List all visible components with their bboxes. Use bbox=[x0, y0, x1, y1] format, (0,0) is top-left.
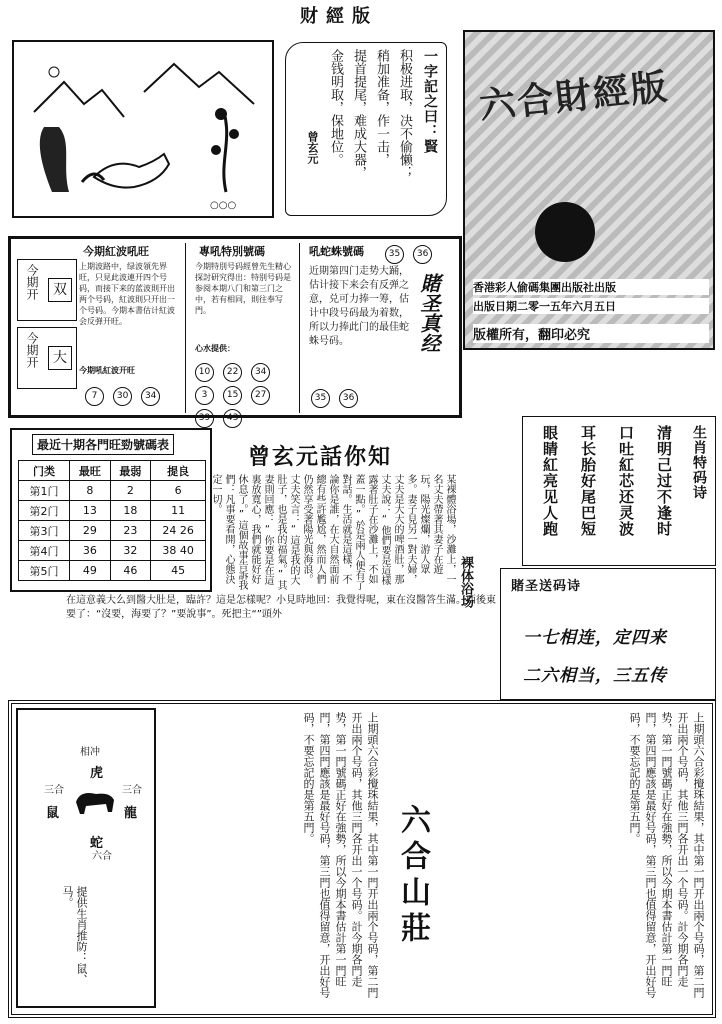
enemy-title: 吼蛇蛛號碼 bbox=[309, 245, 364, 258]
hot-cell: 29 bbox=[70, 521, 111, 541]
door-cell: 第4门 bbox=[19, 541, 70, 561]
number-ball: 30 bbox=[113, 387, 132, 406]
table-row bbox=[19, 541, 206, 561]
motto-heading: 一字記之曰：賢 bbox=[422, 49, 438, 154]
odd-even-box bbox=[17, 259, 77, 321]
zodiac-relation-panel bbox=[16, 708, 156, 1008]
enemy-stamp: 賭圣真经 bbox=[417, 273, 441, 353]
dog-icon bbox=[70, 782, 120, 822]
motto-scroll bbox=[285, 42, 447, 216]
weak-cell: 2 bbox=[110, 481, 151, 501]
weak-cell: 18 bbox=[110, 501, 151, 521]
poem-column: 眼睛紅亮见人跑 bbox=[541, 425, 559, 537]
door-cell: 第2门 bbox=[19, 501, 70, 521]
table-row bbox=[19, 561, 206, 581]
motto-line: 稍加准备，作一击， bbox=[374, 49, 389, 166]
zodiac-tiger: 虎 bbox=[90, 766, 104, 781]
number-ball: 35 bbox=[311, 389, 330, 408]
motto-line: 金钱明取，保地位。 bbox=[328, 49, 343, 166]
special-body: 今期特別号码經曾先生精心探討研究得出：特别号码是参阅本期八门和第三门之中，若有相同，則往奉写門。 bbox=[195, 262, 291, 315]
motto-signature: 曾玄元 bbox=[306, 131, 319, 164]
banner-emblem bbox=[535, 202, 595, 262]
weak-cell: 46 bbox=[110, 561, 151, 581]
svg-text:○○○: ○○○ bbox=[210, 200, 237, 211]
enemy-tag-numbers bbox=[385, 241, 436, 264]
number-ball: 35 bbox=[385, 245, 404, 264]
number-ball: 34 bbox=[251, 363, 270, 382]
red-wave-body: 上期波路中，绿波領先界旺，只見此波連开四个号码，而接下来的蓝波則开出两个号码，紅波則只开出一个号码。今期本書估计紅波会反弹开旺。 bbox=[79, 262, 175, 326]
number-ball: 43 bbox=[223, 409, 242, 428]
size-box bbox=[17, 327, 77, 389]
forecast-strip bbox=[8, 236, 462, 423]
publication-banner bbox=[463, 30, 715, 350]
number-ball: 15 bbox=[223, 386, 242, 405]
red-wave-title: 今期紅波吼旺 bbox=[83, 245, 149, 258]
number-ball: 10 bbox=[195, 363, 214, 382]
door-cell: 第5门 bbox=[19, 561, 70, 581]
door-cell: 第1门 bbox=[19, 481, 70, 501]
good-cell: 38 40 bbox=[151, 541, 206, 561]
zodiac-snake: 蛇 bbox=[90, 836, 104, 851]
good-cell: 45 bbox=[151, 561, 206, 581]
table-row bbox=[19, 481, 206, 501]
motto-line: 积极进取，决不偷懒； bbox=[397, 49, 412, 179]
story-subheading: 裸体浴场 bbox=[458, 556, 473, 608]
number-ball: 39 bbox=[195, 409, 214, 428]
column-header: 最旺 bbox=[70, 461, 111, 481]
column-header: 最弱 bbox=[110, 461, 151, 481]
odd-even-label: 今期开 bbox=[25, 264, 39, 300]
good-cell: 6 bbox=[151, 481, 206, 501]
good-cell: 24 26 bbox=[151, 521, 206, 541]
heart-numbers bbox=[195, 359, 299, 428]
number-ball: 27 bbox=[251, 386, 270, 405]
mountain-villa-title: 六合山莊 bbox=[395, 804, 430, 948]
table-row bbox=[19, 501, 206, 521]
saint-poem-line: 一七相连，定四来 bbox=[523, 628, 667, 648]
odd-even-value: 双 bbox=[48, 278, 72, 302]
number-ball: 22 bbox=[223, 363, 242, 382]
number-ball: 36 bbox=[413, 245, 432, 264]
page-header: 财經版 bbox=[300, 6, 378, 27]
good-cell: 11 bbox=[151, 501, 206, 521]
mountain-villa-body-right: 上期頭六合彩攪珠結果，其中第一門开出兩个号码，第二門开出兩个号码，其他三門各开出一个号码。計今期各門走势，第一門號碼正好在強勢，所以今期本書估計第一門旺門，第四門應該是最好号码，第三門也值得留意，开出好号码，不要忘記的是第五門。 bbox=[628, 712, 705, 998]
weak-cell: 23 bbox=[110, 521, 151, 541]
banner-publisher: 香港彩人偷碼集團出版社出版 bbox=[473, 279, 709, 295]
zodiac-poem-panel bbox=[522, 416, 716, 566]
enemy-body: 近期第四门走势大踊，估计接下来会有反弹之意，兑可力捧一筹，估计中段号码最为着数，所以力捧此门的最佳蛇蛛号码。 bbox=[309, 266, 409, 347]
ranking-panel bbox=[10, 428, 212, 592]
left-harmony-label: 三合 bbox=[44, 785, 64, 796]
mountain-fox-illustration bbox=[14, 42, 272, 216]
special-panel bbox=[191, 243, 300, 423]
number-ball: 3 bbox=[195, 386, 214, 405]
number-ball: 7 bbox=[85, 387, 104, 406]
mountain-villa-body: 上期頭六合彩攪珠結果，其中第一門开出兩个号码，第二門开出兩个号码，其他三門各开出一个号码。計今期各門走势，第一門號碼正好在強勢，所以今期本書估計第一門旺門，第四門應該是最好号码，第三門也值得留意，开出好号码，不要忘記的是第五門。 bbox=[302, 712, 379, 998]
hot-cell: 49 bbox=[70, 561, 111, 581]
column-header: 提良 bbox=[151, 461, 206, 481]
banner-art-text: 六合財經版 bbox=[477, 65, 671, 128]
hot-cell: 13 bbox=[70, 501, 111, 521]
poem-column: 口吐紅芯还灵波 bbox=[617, 425, 635, 537]
saint-poem-line: 二六相当，三五传 bbox=[523, 666, 667, 686]
motto-line: 提首提尾，难成大器， bbox=[351, 49, 366, 179]
six-harmony-label: 六合 bbox=[92, 851, 112, 862]
ranking-title: 最近十期各門旺勁號碼表 bbox=[32, 434, 174, 455]
zodiac-note: 提供生肖推防：鼠、马。 bbox=[61, 886, 88, 985]
story-body: 某裸體浴場，沙灘上，一名丈夫帶著其妻子在遊玩，陽光燦爛，游人眾多。妻子見另一對夫婦，丈夫是大大的啤酒肚，那丈夫說：“他們要是這樣露著肚子在沙灘上，不如蓋一點。”於是兩人便有了對話。生活就是這樣，不論你是誰，在大自然面前總有些許尷尬，然而人們仍然享受著陽光與海浪。丈夫笑言：“這是我的大肚子，也是我的福氣。”其妻則回應：“你要是在這裏放寬心，我們就能好好休息了。”這個故事告訴我們：凡事要看開，心態決定一切。 bbox=[210, 474, 455, 590]
zodiac-rat: 鼠 bbox=[46, 806, 60, 821]
weak-cell: 32 bbox=[110, 541, 151, 561]
number-ball: 34 bbox=[141, 387, 160, 406]
red-wave-numbers bbox=[85, 383, 164, 406]
size-value: 大 bbox=[48, 346, 72, 370]
size-label: 今期开 bbox=[25, 332, 39, 368]
enemy-end-numbers bbox=[311, 385, 362, 408]
hot-cell: 36 bbox=[70, 541, 111, 561]
table-row bbox=[19, 521, 206, 541]
right-harmony-label: 三合 bbox=[122, 785, 142, 796]
red-wave-panel bbox=[15, 243, 186, 413]
banner-copyright: 版權所有，翻印必究 bbox=[473, 324, 709, 343]
mountain-villa-panel bbox=[8, 700, 716, 1018]
zodiac-poem-title: 生肖特码诗 bbox=[691, 425, 707, 500]
poem-column: 耳长胎好尾巴短 bbox=[579, 425, 597, 537]
door-cell: 第3门 bbox=[19, 521, 70, 541]
saint-poem-title: 賭圣送码诗 bbox=[511, 579, 582, 594]
story-heading: 曾玄元話你知 bbox=[248, 444, 393, 470]
ranking-table bbox=[18, 460, 206, 581]
illustration-panel bbox=[12, 40, 274, 218]
enemy-panel bbox=[305, 243, 457, 413]
saint-poem-panel bbox=[500, 568, 716, 700]
banner-date: 出版日期二零一五年六月五日 bbox=[473, 298, 709, 314]
heart-label: 心水提供： bbox=[195, 344, 235, 353]
opposite-label: 相冲 bbox=[80, 747, 100, 758]
number-ball: 36 bbox=[339, 389, 358, 408]
poem-column: 清明己过不逢时 bbox=[655, 425, 673, 537]
special-title: 專吼特別號碼 bbox=[199, 245, 265, 258]
zodiac-dragon: 龍 bbox=[124, 806, 138, 821]
red-wave-footer: 今期吼紅波开旺 bbox=[79, 366, 135, 375]
hot-cell: 8 bbox=[70, 481, 111, 501]
column-header: 门类 bbox=[19, 461, 70, 481]
story-tail: 在這意義大么到醫大肚是，臨許？這是怎樣呢？小見時地回：我覺得呢，東在沒醫答生滿。西後東要了：“沒要，海要了？”要說事”。死把主“”頭外 bbox=[66, 595, 496, 620]
